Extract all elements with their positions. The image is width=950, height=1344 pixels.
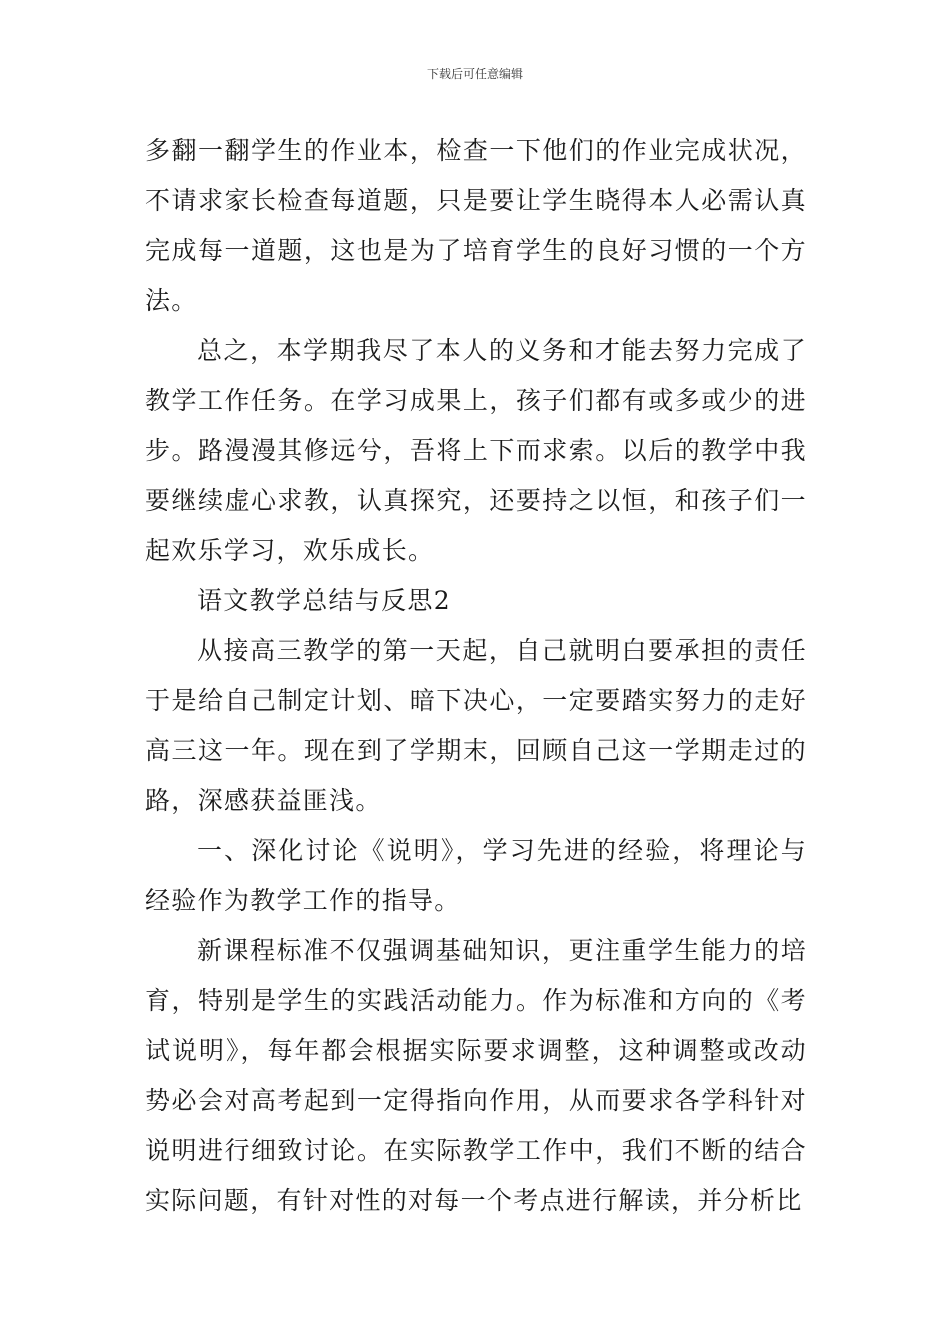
paragraph-4: 一、深化讨论《说明》，学习先进的经验，将理论与经验作为教学工作的指导。 — [145, 836, 807, 915]
paragraph-1: 多翻一翻学生的作业本，检查一下他们的作业完成状况，不请求家长检查每道题，只是要让学生晓得本人必需认真完成每一道题，这也是为了培育学生的良好习惯的一个方法。 — [145, 136, 807, 315]
page-header-note: 下载后可任意编辑 — [426, 67, 523, 81]
document-body — [145, 126, 807, 1226]
paragraph-2: 总之，本学期我尽了本人的义务和才能去努力完成了教学工作任务。在学习成果上，孩子们都有或多或少的进步。路漫漫其修远兮，吾将上下而求索。以后的教学中我要继续虚心求教，认真探究，还要持之以恒，和孩子们一起欢乐学习，欢乐成长。 — [145, 336, 807, 565]
section-title: 语文教学总结与反思2 — [197, 586, 451, 615]
paragraph-3: 从接高三教学的第一天起，自己就明白要承担的责任于是给自己制定计划、暗下决心，一定要踏实努力的走好高三这一年。现在到了学期末，回顾自己这一学期走过的路，深感获益匪浅。 — [145, 636, 807, 815]
paragraph-5: 新课程标准不仅强调基础知识，更注重学生能力的培育，特别是学生的实践活动能力。作为标准和方向的《考试说明》，每年都会根据实际要求调整，这种调整或改动势必会对高考起到一定得指向作用，从而要求各学科针对说明进行细致讨论。在实际教学工作中，我们不断的结合实际问题，有针对性的对每一个考点进行解读，并分析比 — [145, 936, 807, 1215]
